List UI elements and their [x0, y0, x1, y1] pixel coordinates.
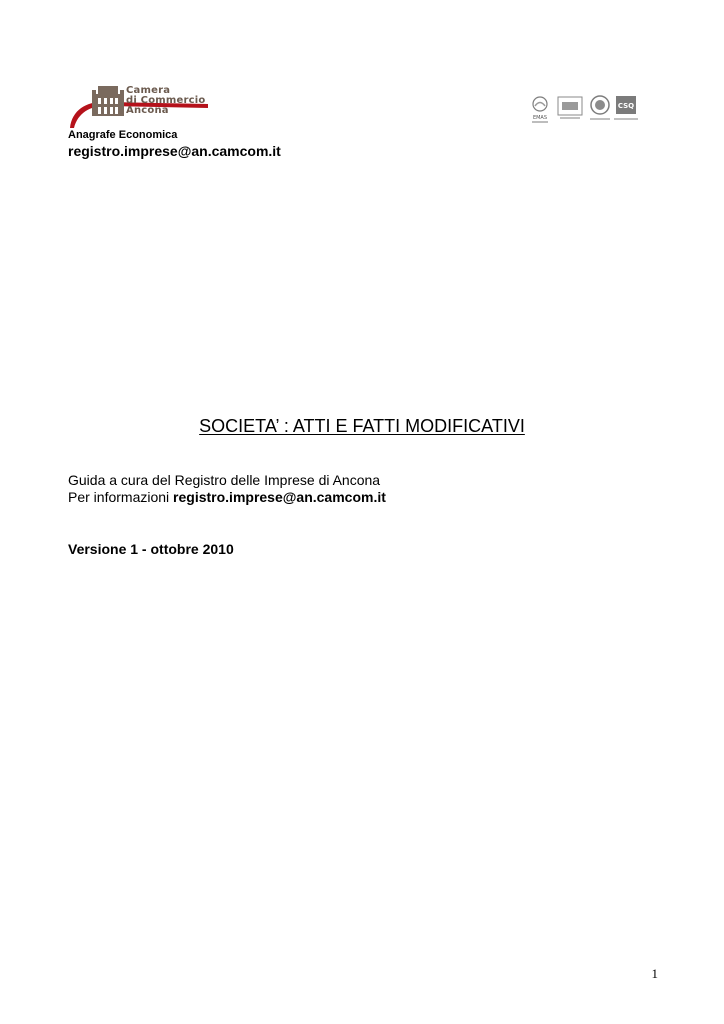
certification-badge-icon	[558, 97, 582, 119]
logo-text	[126, 86, 205, 116]
building-icon	[92, 86, 124, 116]
department-label: Anagrafe Economica	[68, 129, 178, 141]
contact-email[interactable]: registro.imprese@an.camcom.it	[173, 489, 386, 505]
logo-line-2: di Commercio	[126, 95, 206, 106]
certification-logos	[528, 94, 638, 126]
iso-seal-icon	[590, 96, 610, 120]
intro-line-guide: Guida a cura del Registro delle Imprese di Ancona	[68, 472, 381, 488]
emas-label: EMAS	[532, 115, 548, 121]
csq-label: CSQ	[617, 102, 635, 110]
document-title	[0, 416, 724, 437]
logo-line-1: Camera	[126, 85, 171, 96]
emas-logo	[532, 97, 548, 123]
department-email[interactable]: registro.imprese@an.camcom.it	[68, 143, 281, 159]
contact-prefix: Per informazioni	[68, 489, 174, 505]
page-number: 1	[651, 966, 658, 981]
logo-line-3: Ancona	[126, 105, 169, 116]
intro-line-contact	[68, 489, 386, 506]
document-title-text: SOCIETA’ : ATTI E FATTI MODIFICATIVI	[199, 416, 525, 436]
intro-block	[68, 472, 386, 506]
csq-logo	[614, 96, 638, 120]
version-label: Versione 1 - ottobre 2010	[68, 541, 234, 557]
